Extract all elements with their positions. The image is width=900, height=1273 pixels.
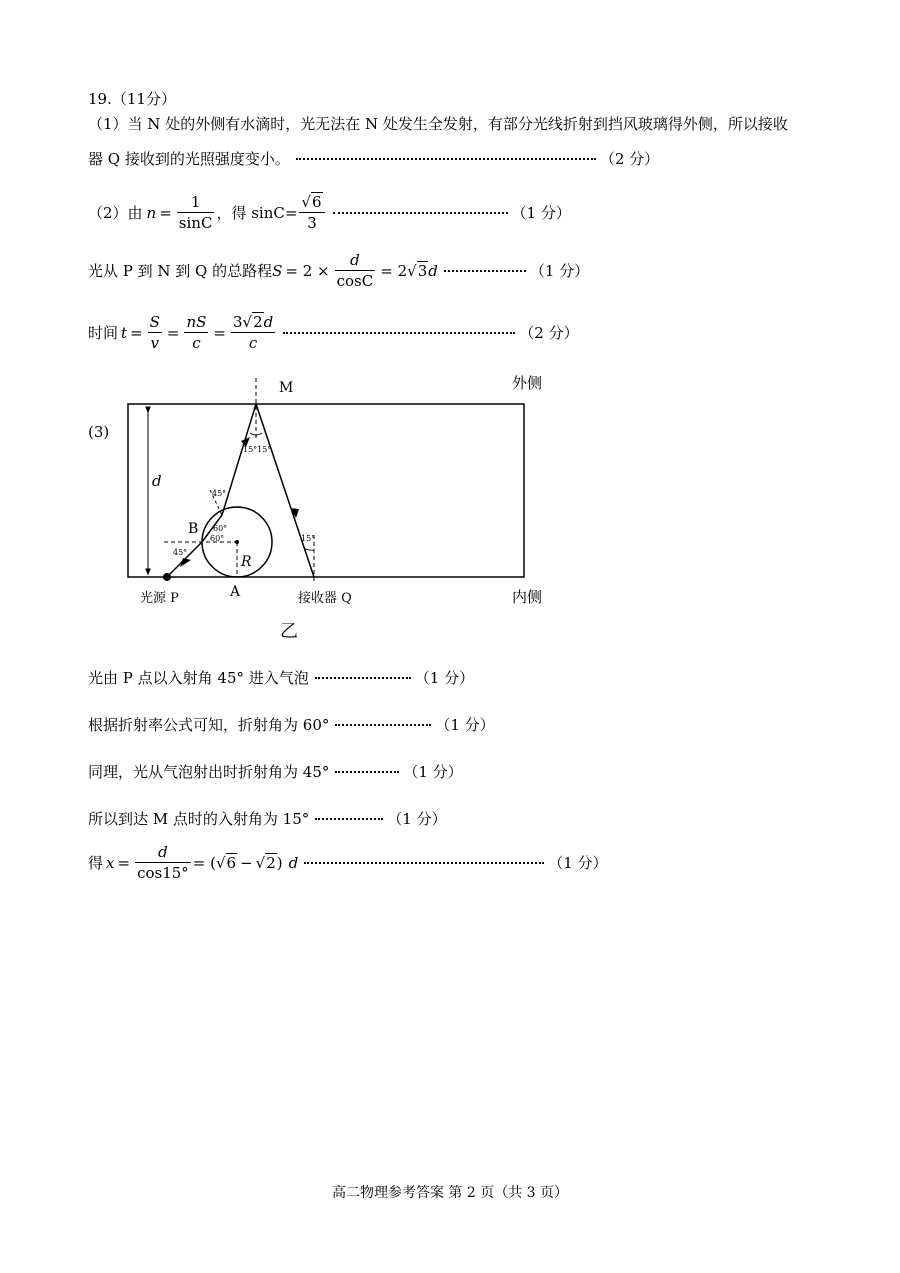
angle-15-right: 15° <box>301 534 316 543</box>
leader-dots <box>304 862 544 864</box>
equals-paren: = ( <box>192 853 216 872</box>
minus-sign: − <box>240 853 253 872</box>
final-line <box>88 842 608 883</box>
R-label: R <box>241 554 252 570</box>
equals-two: = 2 <box>380 261 408 280</box>
angle-15-15: 15°15° <box>243 445 272 454</box>
arrow-head <box>180 558 191 567</box>
times-two: = 2 × <box>285 261 330 280</box>
numerator: nS <box>186 313 207 331</box>
emergent-ray <box>222 404 256 515</box>
fraction-d-over-cos15 <box>135 842 191 883</box>
radicand: 6 <box>226 853 237 872</box>
denominator: c <box>248 334 258 352</box>
step-line <box>88 714 495 735</box>
final-prefix: 得 <box>88 854 104 872</box>
question-number: 19.（11分） <box>88 90 176 108</box>
var-d: d <box>288 853 299 872</box>
equals-sign: = <box>117 853 131 872</box>
denominator: 3 <box>307 214 317 232</box>
denominator: cosC <box>336 272 374 290</box>
part3-label: (3) <box>88 423 110 441</box>
radicand: 6 <box>311 193 322 211</box>
inside-label: 内侧 <box>512 588 543 606</box>
radicand: 2 <box>266 853 276 872</box>
var-d: d <box>428 261 438 280</box>
numerator: 1 <box>177 192 215 213</box>
sqrt-3: √3 <box>407 261 428 280</box>
radicand: 2 <box>253 313 263 331</box>
score: （2 分） <box>519 324 579 342</box>
part1-line1: （1）当 N 处的外侧有水滴时，光无法在 N 处发生全发射，有部分光线折射到挡风玻璃得外侧，所以接收 <box>88 115 788 133</box>
score: （1 分） <box>548 854 608 872</box>
step-line <box>88 808 447 829</box>
step-text: 光由 P 点以入射角 45° 进入气泡 <box>88 669 309 687</box>
part2-prefix: （2）由 <box>88 204 143 222</box>
coefficient: 3 <box>233 313 243 331</box>
step-text: 所以到达 M 点时的入射角为 15° <box>88 810 310 828</box>
step-line <box>88 761 463 782</box>
score: （1 分） <box>414 669 475 687</box>
d-label: d <box>152 472 162 490</box>
leader-dots <box>315 677 411 679</box>
time-prefix: 时间 <box>88 324 119 342</box>
var-d: d <box>263 313 274 331</box>
equals-sign: = <box>213 323 226 342</box>
denominator: v <box>150 334 159 352</box>
step-text: 根据折射率公式可知，折射角为 60° <box>88 716 330 734</box>
angle-60-a: 60° <box>213 524 228 533</box>
receiver-label: 接收器 Q <box>298 591 352 606</box>
sqrt-2: √2 <box>242 313 263 331</box>
M-label: M <box>279 380 294 396</box>
numerator: S <box>149 313 160 331</box>
equals-sign: = <box>166 323 180 342</box>
close-paren: ) <box>276 853 283 872</box>
leader-dots <box>315 818 383 820</box>
numerator: d <box>335 250 376 271</box>
leader-dots <box>335 724 431 726</box>
denominator: sinC <box>178 214 213 232</box>
source-label: 光源 P <box>140 591 179 606</box>
step-line <box>88 667 474 688</box>
score: （1 分） <box>435 716 495 734</box>
var-t: t <box>121 323 128 342</box>
score: （1 分） <box>403 763 463 781</box>
glass-rectangle <box>128 404 524 577</box>
var-x: x <box>106 853 115 872</box>
score: （1 分） <box>529 262 590 280</box>
denominator: c <box>192 334 201 352</box>
part2-mid: ，得 sinC= <box>216 204 298 222</box>
angle-45-top: 45° <box>212 489 227 498</box>
sqrt: √6 <box>301 193 322 211</box>
numerator: d <box>135 842 191 863</box>
path-prefix: 光从 P 到 N 到 Q 的总路程 <box>88 262 273 280</box>
angle-45-left: 45° <box>173 548 188 557</box>
score: （1 分） <box>387 810 447 828</box>
light-source-dot <box>163 573 171 581</box>
score: （2 分） <box>599 150 660 168</box>
page-footer: 高二物理参考答案 第 2 页（共 3 页） <box>331 1185 569 1201</box>
equals-sign: = <box>130 323 143 342</box>
figure-label: 乙 <box>280 621 298 642</box>
reflected-ray <box>256 404 314 577</box>
sqrt-6: √6 <box>215 853 237 872</box>
denominator: cos15° <box>137 864 189 882</box>
A-label: A <box>230 584 241 600</box>
outside-label: 外侧 <box>512 374 543 392</box>
step-text: 同理，光从气泡射出时折射角为 45° <box>88 763 330 781</box>
equals-sign: = <box>159 203 172 222</box>
sqrt-2: √2 <box>255 853 276 872</box>
angle-60-b: 60° <box>210 534 225 543</box>
var-n: n <box>146 203 157 222</box>
radicand: 3 <box>417 261 428 280</box>
score: （1 分） <box>511 204 571 222</box>
leader-dots <box>335 771 399 773</box>
part1-line2-text: 器 Q 接收到的光照强度变小。 <box>88 150 290 168</box>
B-label: B <box>188 521 199 537</box>
var-S: S <box>272 261 283 280</box>
